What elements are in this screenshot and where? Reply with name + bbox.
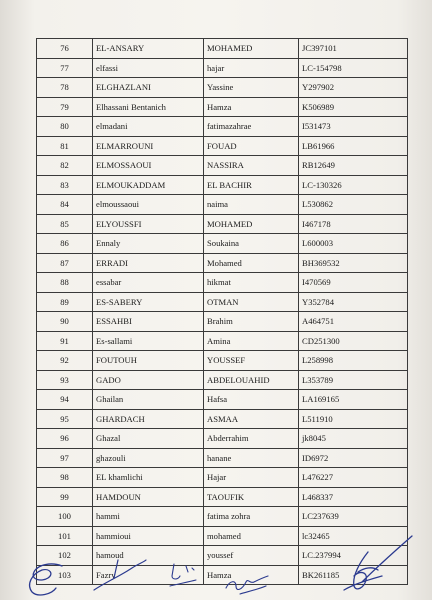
last-name-cell: elmoussaoui xyxy=(93,195,204,215)
last-name-cell: ESSAHBI xyxy=(93,312,204,332)
last-name-cell: ES-SABERY xyxy=(93,292,204,312)
row-number-cell: 80 xyxy=(37,117,93,137)
row-number-cell: 94 xyxy=(37,390,93,410)
row-number-cell: 79 xyxy=(37,97,93,117)
row-number-cell: 100 xyxy=(37,507,93,527)
row-number-cell: 103 xyxy=(37,565,93,585)
first-name-cell: Hafsa xyxy=(204,390,299,410)
id-number-cell: L476227 xyxy=(299,468,408,488)
id-number-cell: I467178 xyxy=(299,214,408,234)
last-name-cell: elfassi xyxy=(93,58,204,78)
table-row xyxy=(37,370,408,390)
last-name-cell: Ennaly xyxy=(93,234,204,254)
first-name-cell: fatima zohra xyxy=(204,507,299,527)
first-name-cell: youssef xyxy=(204,546,299,566)
signature-1 xyxy=(22,560,70,598)
id-number-cell: L511910 xyxy=(299,409,408,429)
first-name-cell: ABDELOUAHID xyxy=(204,370,299,390)
first-name-cell: Yassine xyxy=(204,78,299,98)
signature-4 xyxy=(220,568,276,598)
last-name-cell: ELMOUKADDAM xyxy=(93,175,204,195)
table-row xyxy=(37,58,408,78)
first-name-cell: MOHAMED xyxy=(204,39,299,59)
table-row xyxy=(37,409,408,429)
table-row xyxy=(37,39,408,59)
row-number-cell: 82 xyxy=(37,156,93,176)
id-number-cell: K506989 xyxy=(299,97,408,117)
table-row xyxy=(37,292,408,312)
first-name-cell: Mohamed xyxy=(204,253,299,273)
id-number-cell: LC-154798 xyxy=(299,58,408,78)
row-number-cell: 91 xyxy=(37,331,93,351)
table-row xyxy=(37,117,408,137)
id-number-cell: lc32465 xyxy=(299,526,408,546)
table-row xyxy=(37,273,408,293)
first-name-cell: mohamed xyxy=(204,526,299,546)
signature-5 xyxy=(338,532,418,596)
last-name-cell: essabar xyxy=(93,273,204,293)
last-name-cell: EL khamlichi xyxy=(93,468,204,488)
first-name-cell: NASSIRA xyxy=(204,156,299,176)
last-name-cell: HAMDOUN xyxy=(93,487,204,507)
last-name-cell: ELGHAZLANI xyxy=(93,78,204,98)
first-name-cell: fatimazahrae xyxy=(204,117,299,137)
row-number-cell: 88 xyxy=(37,273,93,293)
first-name-cell: EL BACHIR xyxy=(204,175,299,195)
first-name-cell: Hajar xyxy=(204,468,299,488)
row-number-cell: 92 xyxy=(37,351,93,371)
last-name-cell: ELYOUSSFI xyxy=(93,214,204,234)
id-number-cell: jk8045 xyxy=(299,429,408,449)
row-number-cell: 87 xyxy=(37,253,93,273)
id-number-cell: BK261185 xyxy=(299,565,408,585)
first-name-cell: Hamza xyxy=(204,565,299,585)
last-name-cell: Ghailan xyxy=(93,390,204,410)
table-row xyxy=(37,97,408,117)
participant-table-body xyxy=(37,39,408,585)
table-row xyxy=(37,429,408,449)
first-name-cell: hanane xyxy=(204,448,299,468)
last-name-cell: Es-sallami xyxy=(93,331,204,351)
id-number-cell: LB61966 xyxy=(299,136,408,156)
first-name-cell: Hamza xyxy=(204,97,299,117)
id-number-cell: ID6972 xyxy=(299,448,408,468)
id-number-cell: LA169165 xyxy=(299,390,408,410)
first-name-cell: naima xyxy=(204,195,299,215)
id-number-cell: RB12649 xyxy=(299,156,408,176)
last-name-cell: GADO xyxy=(93,370,204,390)
last-name-cell: Elhassani Bentanich xyxy=(93,97,204,117)
last-name-cell: ERRADI xyxy=(93,253,204,273)
row-number-cell: 85 xyxy=(37,214,93,234)
first-name-cell: hikmat xyxy=(204,273,299,293)
row-number-cell: 86 xyxy=(37,234,93,254)
row-number-cell: 83 xyxy=(37,175,93,195)
row-number-cell: 95 xyxy=(37,409,93,429)
last-name-cell: elmadani xyxy=(93,117,204,137)
row-number-cell: 89 xyxy=(37,292,93,312)
id-number-cell: I470569 xyxy=(299,273,408,293)
signature-2 xyxy=(88,556,150,596)
table-row xyxy=(37,331,408,351)
row-number-cell: 84 xyxy=(37,195,93,215)
row-number-cell: 90 xyxy=(37,312,93,332)
table-row xyxy=(37,312,408,332)
row-number-cell: 102 xyxy=(37,546,93,566)
last-name-cell: FOUTOUH xyxy=(93,351,204,371)
row-number-cell: 96 xyxy=(37,429,93,449)
table-row xyxy=(37,507,408,527)
id-number-cell: I531473 xyxy=(299,117,408,137)
signature-3 xyxy=(160,560,204,594)
first-name-cell: Soukaina xyxy=(204,234,299,254)
table-row xyxy=(37,390,408,410)
row-number-cell: 99 xyxy=(37,487,93,507)
last-name-cell: hammi xyxy=(93,507,204,527)
last-name-cell: Ghazal xyxy=(93,429,204,449)
table-row xyxy=(37,214,408,234)
last-name-cell: EL-ANSARY xyxy=(93,39,204,59)
id-number-cell: BH369532 xyxy=(299,253,408,273)
last-name-cell: ELMOSSAOUI xyxy=(93,156,204,176)
table-row xyxy=(37,156,408,176)
row-number-cell: 93 xyxy=(37,370,93,390)
id-number-cell: L530862 xyxy=(299,195,408,215)
participant-table xyxy=(36,38,408,585)
table-row xyxy=(37,175,408,195)
table-row xyxy=(37,78,408,98)
first-name-cell: YOUSSEF xyxy=(204,351,299,371)
id-number-cell: A464751 xyxy=(299,312,408,332)
table-row xyxy=(37,195,408,215)
table-row xyxy=(37,487,408,507)
first-name-cell: ASMAA xyxy=(204,409,299,429)
id-number-cell: JC397101 xyxy=(299,39,408,59)
table-row xyxy=(37,136,408,156)
first-name-cell: hajar xyxy=(204,58,299,78)
row-number-cell: 81 xyxy=(37,136,93,156)
id-number-cell: L353789 xyxy=(299,370,408,390)
table-row xyxy=(37,448,408,468)
last-name-cell: hamoud xyxy=(93,546,204,566)
first-name-cell: OTMAN xyxy=(204,292,299,312)
table-row xyxy=(37,253,408,273)
last-name-cell: ELMARROUNI xyxy=(93,136,204,156)
id-number-cell: LC-130326 xyxy=(299,175,408,195)
last-name-cell: ghazouli xyxy=(93,448,204,468)
id-number-cell: L258998 xyxy=(299,351,408,371)
row-number-cell: 76 xyxy=(37,39,93,59)
row-number-cell: 78 xyxy=(37,78,93,98)
id-number-cell: Y352784 xyxy=(299,292,408,312)
table-row xyxy=(37,468,408,488)
id-number-cell: L468337 xyxy=(299,487,408,507)
first-name-cell: FOUAD xyxy=(204,136,299,156)
id-number-cell: L600003 xyxy=(299,234,408,254)
row-number-cell: 101 xyxy=(37,526,93,546)
row-number-cell: 98 xyxy=(37,468,93,488)
row-number-cell: 77 xyxy=(37,58,93,78)
last-name-cell: hammioui xyxy=(93,526,204,546)
first-name-cell: MOHAMED xyxy=(204,214,299,234)
id-number-cell: CD251300 xyxy=(299,331,408,351)
first-name-cell: Brahim xyxy=(204,312,299,332)
table-row xyxy=(37,234,408,254)
id-number-cell: LC.237994 xyxy=(299,546,408,566)
id-number-cell: Y297902 xyxy=(299,78,408,98)
first-name-cell: Abderrahim xyxy=(204,429,299,449)
table-row xyxy=(37,351,408,371)
id-number-cell: LC237639 xyxy=(299,507,408,527)
last-name-cell: GHARDACH xyxy=(93,409,204,429)
row-number-cell: 97 xyxy=(37,448,93,468)
last-name-cell: Fazry xyxy=(93,565,204,585)
first-name-cell: TAOUFIK xyxy=(204,487,299,507)
first-name-cell: Amina xyxy=(204,331,299,351)
